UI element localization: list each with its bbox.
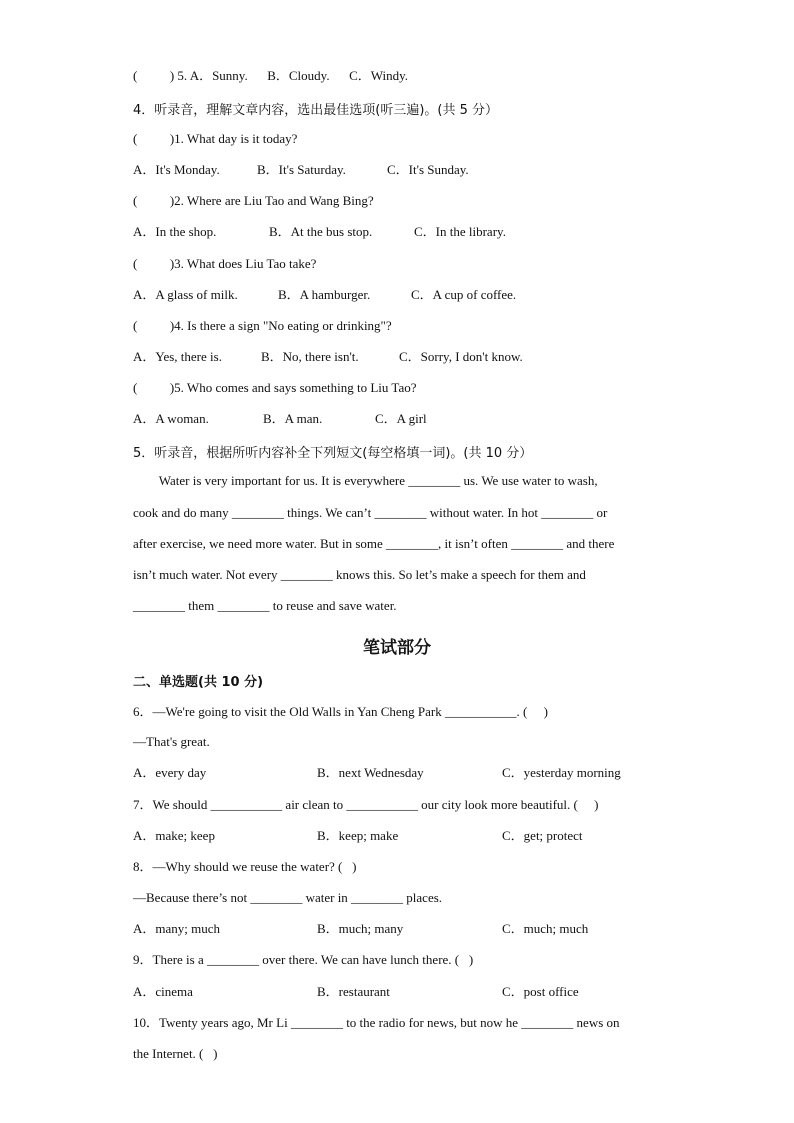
- q9-option-b: B．restaurant: [317, 984, 390, 999]
- s4-q3-question: ( )3. What does Liu Tao take?: [133, 256, 317, 271]
- q8-line-1: 8．—Why should we reuse the water? ( ): [133, 859, 357, 874]
- passage-line-4: isn’t much water. Not every ________ knows this. So let’s make a speech for them and: [133, 567, 586, 582]
- passage-line-1: Water is very important for us. It is everywhere ________ us. We use water to wash,: [133, 473, 598, 488]
- passage-line-3: after exercise, we need more water. But in some ________, it isn’t often ________ and there: [133, 536, 615, 551]
- q9-option-a: A．cinema: [133, 984, 193, 999]
- single-choice-heading: 二、单选题(共 10 分): [133, 675, 264, 690]
- s4-q1-question: ( )1. What day is it today?: [133, 131, 298, 146]
- q6-option-c: C．yesterday morning: [502, 765, 621, 780]
- q8-option-b: B．much; many: [317, 921, 404, 936]
- s4-q4-option-a: A．Yes, there is.: [133, 349, 222, 364]
- section-4-heading: 4．听录音，理解文章内容，选出最佳选项(听三遍)。(共 5 分）: [133, 103, 499, 118]
- passage-line-5: ________ them ________ to reuse and save water.: [133, 598, 397, 613]
- q10-line-2: the Internet. ( ): [133, 1046, 218, 1061]
- listening-q3-item-5: ( ) 5. A．Sunny. B．Cloudy. C．Windy.: [133, 68, 409, 83]
- q6-line-2: —That's great.: [133, 734, 210, 749]
- section-5-heading: 5．听录音，根据所听内容补全下列短文(每空格填一词)。(共 10 分）: [133, 446, 533, 461]
- q8-option-a: A．many; much: [133, 921, 221, 936]
- s4-q5-option-c: C．A girl: [375, 411, 427, 426]
- s4-q4-question: ( )4. Is there a sign "No eating or drinking"?: [133, 318, 392, 333]
- passage-line-2: cook and do many ________ things. We can’t ________ without water. In hot ________ or: [133, 505, 608, 520]
- s4-q5-question: ( )5. Who comes and says something to Liu Tao?: [133, 380, 417, 395]
- s4-q5-option-b: B．A man.: [263, 411, 323, 426]
- q6-line-1: 6．—We're going to visit the Old Walls in Yan Cheng Park ___________. ( ): [133, 704, 548, 719]
- s4-q1-option-b: B．It's Saturday.: [257, 162, 346, 177]
- s4-q2-option-a: A．In the shop.: [133, 224, 217, 239]
- s4-q3-option-c: C．A cup of coffee.: [411, 287, 517, 302]
- s4-q2-option-b: B．At the bus stop.: [269, 224, 373, 239]
- s4-q3-option-a: A．A glass of milk.: [133, 287, 238, 302]
- s4-q1-option-c: C．It's Sunday.: [387, 162, 469, 177]
- q7-option-c: C．get; protect: [502, 828, 583, 843]
- s4-q4-option-c: C．Sorry, I don't know.: [399, 349, 523, 364]
- q7-line-1: 7．We should ___________ air clean to ___________ our city look more beautiful. ( ): [133, 797, 599, 812]
- q8-option-c: C．much; much: [502, 921, 589, 936]
- s4-q2-question: ( )2. Where are Liu Tao and Wang Bing?: [133, 193, 374, 208]
- s4-q4-option-b: B．No, there isn't.: [261, 349, 359, 364]
- q6-option-b: B．next Wednesday: [317, 765, 424, 780]
- q6-option-a: A．every day: [133, 765, 207, 780]
- written-part-title: 笔试部分: [363, 638, 431, 658]
- q9-option-c: C．post office: [502, 984, 579, 999]
- q7-option-b: B．keep; make: [317, 828, 399, 843]
- s4-q5-option-a: A．A woman.: [133, 411, 209, 426]
- s4-q3-option-b: B．A hamburger.: [278, 287, 371, 302]
- q10-line-1: 10．Twenty years ago, Mr Li ________ to the radio for news, but now he ________ news on: [133, 1015, 620, 1030]
- q7-option-a: A．make; keep: [133, 828, 215, 843]
- s4-q2-option-c: C．In the library.: [414, 224, 506, 239]
- s4-q1-option-a: A．It's Monday.: [133, 162, 220, 177]
- q9-line-1: 9．There is a ________ over there. We can have lunch there. ( ): [133, 952, 474, 967]
- q8-line-2: —Because there’s not ________ water in ________ places.: [133, 890, 443, 905]
